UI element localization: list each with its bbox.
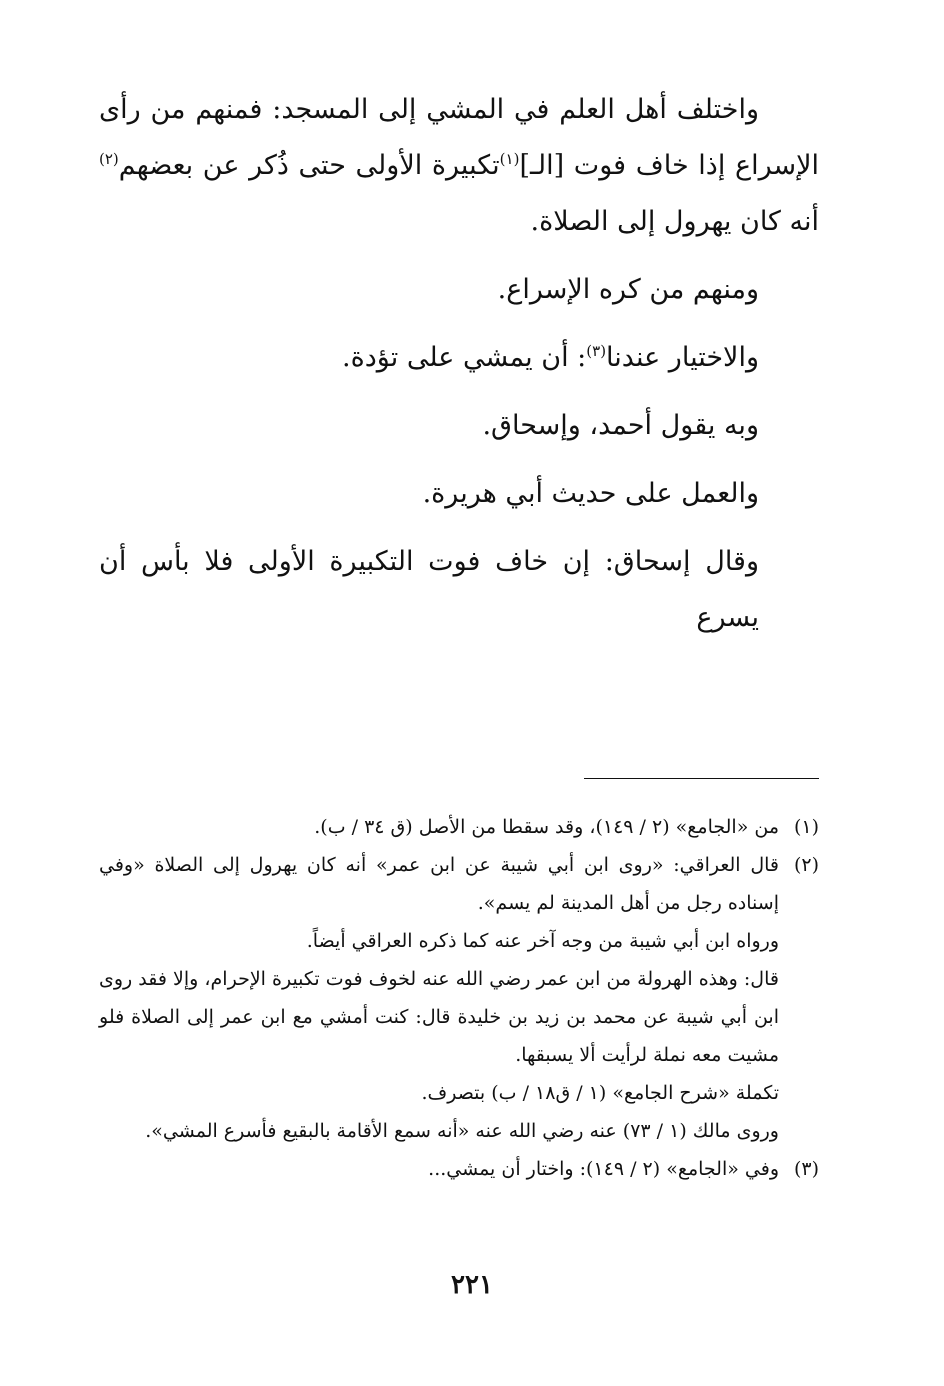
footnote-ref-2: (٢)	[99, 150, 119, 168]
footnote-2-text: قال العراقي: «روى ابن أبي شيبة عن ابن عمر» أنه كان يهرول إلى الصلاة «وفي إسناده رجل من أهل المدينة لم يسم».	[99, 854, 779, 914]
footnotes-section	[99, 808, 819, 1188]
footnote-1-text: من «الجامع» (٢ / ١٤٩)، وقد سقطا من الأصل (ق ٣٤ / ب).	[314, 816, 779, 838]
footnote-2-line-3: تكملة «شرح الجامع» (١ / ق١٨ / ب) بتصرف.	[421, 1082, 779, 1104]
footnote-3-text: وفي «الجامع» (٢ / ١٤٩): واختار أن يمشي...	[428, 1158, 779, 1180]
footnote-1-number: (١)	[793, 816, 819, 838]
footnote-2-line-4: وروى مالك (١ / ٧٣) عنه رضي الله عنه «أنه سمع الأقامة بالبقيع فأسرع المشي».	[145, 1120, 779, 1142]
paragraph-3	[99, 330, 819, 386]
footnote-2-number: (٢)	[793, 854, 819, 876]
footnote-1	[99, 808, 819, 846]
paragraph-3-text-a: والاختيار عندنا	[606, 342, 759, 373]
footnote-3	[99, 1150, 819, 1188]
paragraph-6: وقال إسحاق: إن خاف فوت التكبيرة الأولى فلا بأس أن يسرع	[99, 546, 759, 633]
footnote-ref-1: (١)	[499, 150, 520, 168]
paragraph-1-text-c: أنه كان يهرول إلى الصلاة.	[530, 206, 819, 237]
paragraph-2: ومنهم من كره الإسراع.	[497, 274, 759, 305]
page-number: ٢٢١	[451, 1270, 493, 1300]
footnote-2-line-1: ورواه ابن أبي شيبة من وجه آخر عنه كما ذكره العراقي أيضاً.	[306, 930, 779, 952]
footnote-ref-3: (٣)	[586, 342, 607, 360]
paragraph-4: وبه يقول أحمد، وإسحاق.	[482, 410, 759, 441]
main-text-body	[99, 82, 819, 658]
paragraph-1-text-a: واختلف أهل العلم في المشي إلى المسجد: فمنهم من رأى الإسراع إذا خاف فوت [الـ]	[99, 94, 820, 181]
paragraph-5: والعمل على حديث أبي هريرة.	[422, 478, 759, 509]
paragraph-1	[99, 82, 819, 250]
footnote-3-number: (٣)	[793, 1158, 819, 1180]
footnote-separator	[584, 778, 819, 779]
footnote-2	[99, 846, 819, 922]
footnote-2-line-2: قال: وهذه الهرولة من ابن عمر رضي الله عنه لخوف فوت تكبيرة الإحرام، وإلا فقد روى ابن أبي شيبة عن محمد بن زيد بن خليدة قال: كنت أمشي مع ابن عمر إلى الصلاة فلو مشيت معه نملة لرأيت ألا يسبقها.	[99, 968, 779, 1066]
paragraph-1-text-b: تكبيرة الأولى حتى ذُكر عن بعضهم	[118, 150, 500, 181]
paragraph-3-text-b: : أن يمشي على تؤدة.	[342, 342, 587, 373]
